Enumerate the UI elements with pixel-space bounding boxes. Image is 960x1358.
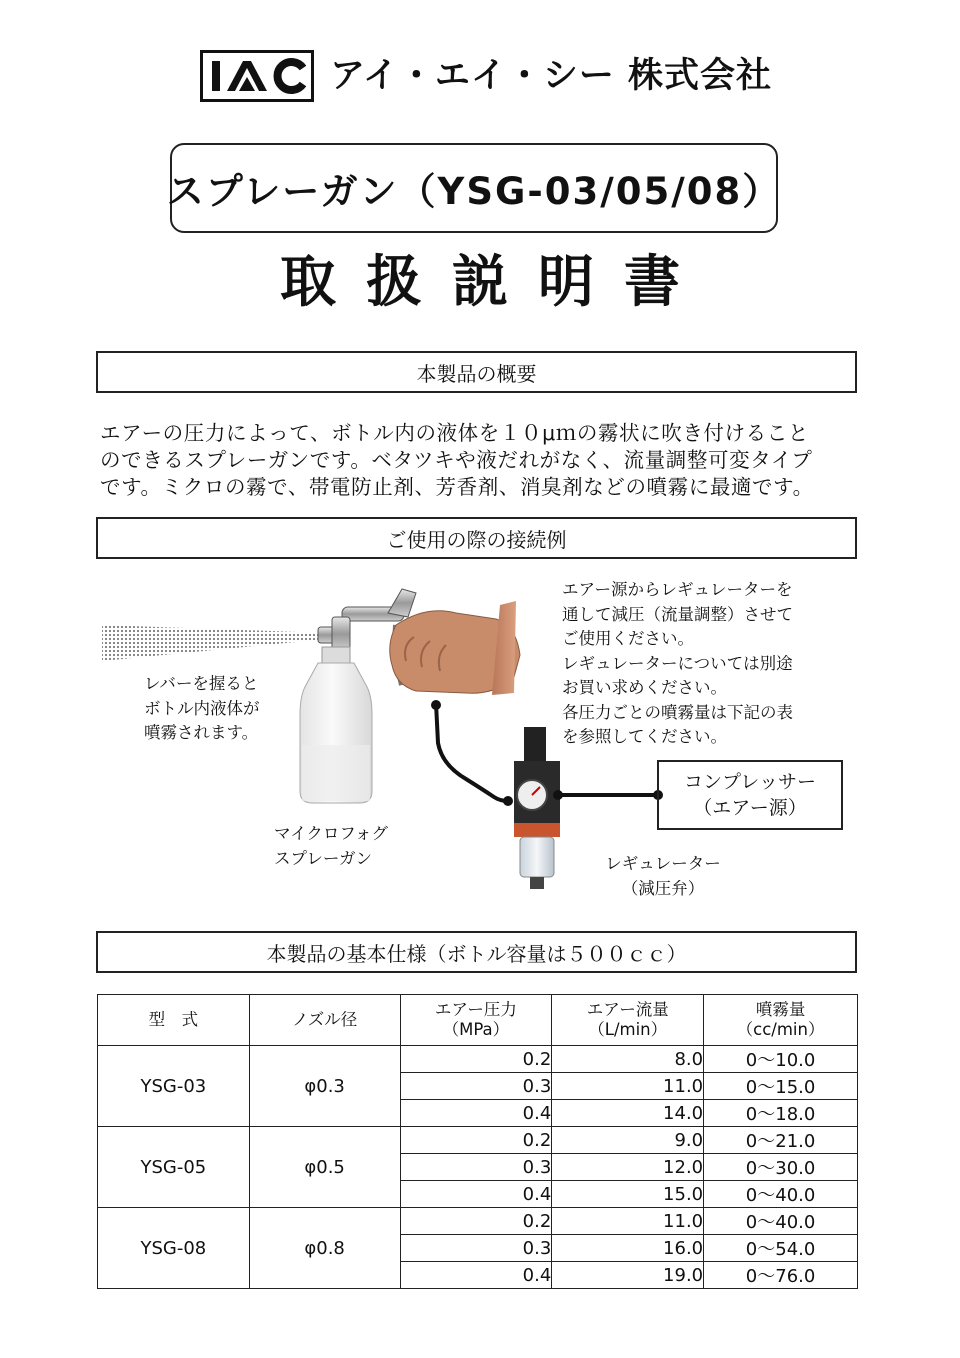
compressor-label: コンプレッサー [683,771,817,793]
model-cell: YSG-05 [98,1127,250,1208]
nozzle-cell: φ0.5 [249,1127,400,1208]
product-title: スプレーガン（YSG-03/05/08） [166,170,782,213]
model-cell: YSG-08 [98,1208,250,1289]
flow-cell: 9.0 [552,1127,704,1154]
spec-table [97,994,858,1289]
pressure-cell: 0.4 [400,1262,552,1289]
hand [390,601,520,695]
air-note-line: ご使用ください。 [562,629,694,648]
spray-gun-label-line: スプレーガン [274,848,373,868]
spray-cell: 0～40.0 [704,1181,858,1208]
nozzle-cell: φ0.3 [249,1046,400,1127]
pressure-cell: 0.3 [400,1073,552,1100]
regulator-label-line: レギュレーター [605,854,721,873]
regulator [514,727,560,889]
air-note-line: を参照してください。 [562,727,727,746]
lever-note-line: 噴霧されます。 [144,723,259,742]
pressure-cell: 0.4 [400,1100,552,1127]
overview-line: です。ミクロの霧で、帯電防止剤、芳香剤、消臭剤などの噴霧に最適です。 [100,475,814,499]
air-source-note [562,578,793,750]
section-connection-header [96,517,857,559]
pressure-cell: 0.4 [400,1181,552,1208]
flow-cell: 16.0 [552,1235,704,1262]
spray-gun-label [274,822,388,871]
table-row [98,1127,858,1154]
flow-cell: 19.0 [552,1262,704,1289]
flow-cell: 14.0 [552,1100,704,1127]
flow-cell: 12.0 [552,1154,704,1181]
header-air-flow: エアー流量 （L/min） [552,995,704,1046]
header-model: 型 式 [98,995,250,1046]
spray-cell: 0～10.0 [704,1046,858,1073]
bottle [300,647,372,803]
iac-logo-icon [203,53,311,99]
table-row [98,1208,858,1235]
section-overview-header [96,351,857,393]
spray-cell: 0～76.0 [704,1262,858,1289]
compressor-box [657,760,843,830]
flow-cell: 11.0 [552,1073,704,1100]
model-cell: YSG-03 [98,1046,250,1127]
overview-line: のできるスプレーガンです。ベタツキや液だれがなく、流量調整可変タイプ [100,448,813,472]
company-name: アイ・エイ・シー 株式会社 [330,56,773,96]
product-title-box [166,143,782,233]
table-header-row [98,995,858,1046]
compressor-sublabel: （エアー源） [693,797,807,819]
spray-gun-label-line: マイクロフォグ [274,824,389,843]
spray-cell: 0～40.0 [704,1208,858,1235]
pressure-cell: 0.2 [400,1127,552,1154]
regulator-label [598,852,728,901]
air-note-line: 各圧力ごとの噴霧量は下記の表 [562,702,793,722]
document-title: 取扱説明書 [280,250,710,315]
section-connection-label: ご使用の際の接続例 [386,527,567,552]
air-note-line: エアー源からレギュレーターを [562,580,793,599]
table-row [98,1046,858,1073]
section-overview-label: 本製品の概要 [416,361,537,386]
company-logo [200,50,314,102]
air-note-line: お買い求めください。 [562,678,727,697]
spray-cell: 0～30.0 [704,1154,858,1181]
flow-cell: 11.0 [552,1208,704,1235]
overview-text [100,420,840,501]
flow-cell: 15.0 [552,1181,704,1208]
pressure-cell: 0.2 [400,1046,552,1073]
lever-note [144,672,260,746]
nozzle-cell: φ0.8 [249,1208,400,1289]
flow-cell: 8.0 [552,1046,704,1073]
overview-line: エアーの圧力によって、ボトル内の液体を１０μｍの霧状に吹き付けること [100,421,809,445]
air-note-line: 通して減圧（流量調整）させて [562,604,793,624]
lever-note-line: ボトル内液体が [144,698,260,718]
header-nozzle: ノズル径 [249,995,400,1046]
header-spray-amount: 噴霧量 （cc/min） [704,995,858,1046]
section-specs-header [96,931,857,973]
regulator-label-line: （減圧弁） [621,878,705,898]
header-air-pressure: エアー圧力 （MPa） [400,995,552,1046]
spray-cell: 0～54.0 [704,1235,858,1262]
spray-cell: 0～15.0 [704,1073,858,1100]
lever-note-line: レバーを握ると [144,674,259,693]
air-hose [436,703,508,801]
spray-cell: 0～18.0 [704,1100,858,1127]
pressure-cell: 0.3 [400,1235,552,1262]
air-note-line: レギュレーターについては別途 [562,653,793,673]
pressure-cell: 0.3 [400,1154,552,1181]
spray-cell: 0～21.0 [704,1127,858,1154]
pressure-cell: 0.2 [400,1208,552,1235]
section-specs-label: 本製品の基本仕様（ボトル容量は５００ｃｃ） [266,941,687,966]
spray-mist [102,625,326,661]
